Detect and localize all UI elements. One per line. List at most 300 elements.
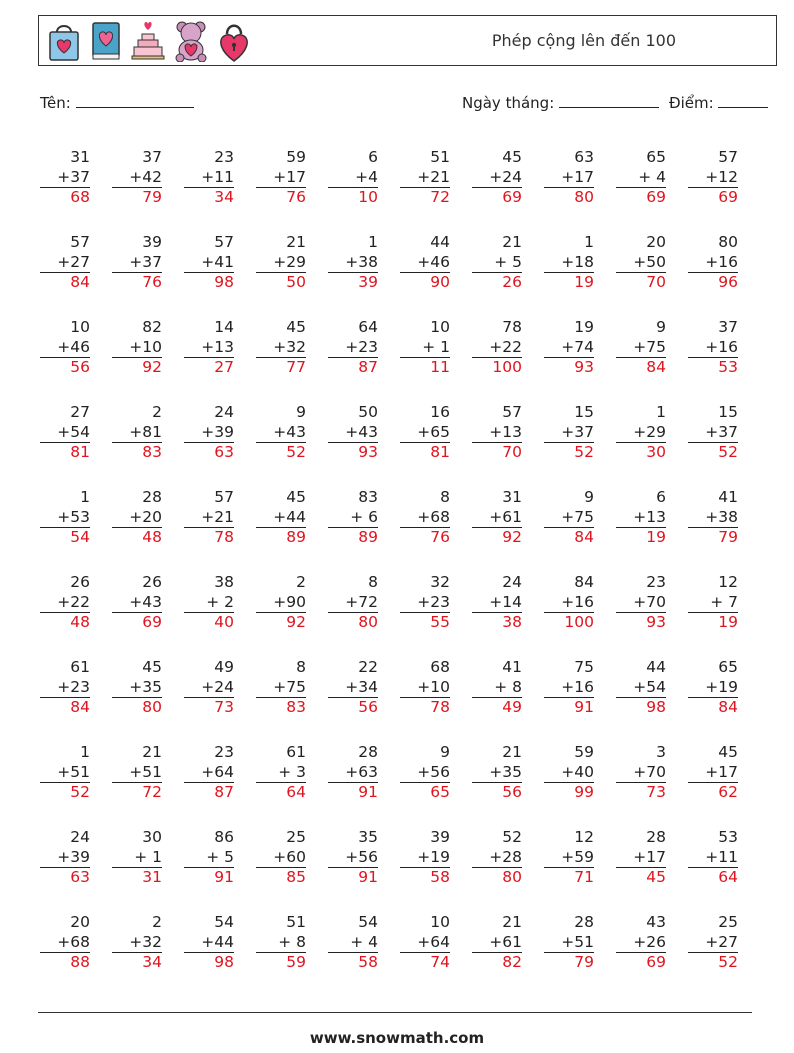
answer: 89 [358, 528, 378, 546]
second-addend: +44 [184, 933, 234, 954]
answer: 77 [286, 358, 306, 376]
second-addend: +22 [472, 338, 522, 359]
first-addend: 52 [502, 828, 522, 846]
addition-problem [40, 318, 112, 403]
score-field [669, 93, 768, 112]
addition-problem [400, 233, 472, 318]
first-addend: 16 [430, 403, 450, 421]
problem-row [40, 233, 760, 318]
first-addend: 22 [358, 658, 378, 676]
first-addend: 59 [574, 743, 594, 761]
answer: 56 [502, 783, 522, 801]
first-addend: 1 [80, 488, 90, 506]
second-addend: +43 [256, 423, 306, 444]
first-addend: 24 [214, 403, 234, 421]
addition-problem [544, 233, 616, 318]
first-addend: 50 [358, 403, 378, 421]
answer: 70 [646, 273, 666, 291]
answer: 56 [358, 698, 378, 716]
name-label: Tên: [40, 94, 71, 112]
addition-problem [472, 743, 544, 828]
first-addend: 78 [502, 318, 522, 336]
addition-problem [184, 658, 256, 743]
addition-problem [40, 233, 112, 318]
first-addend: 37 [718, 318, 738, 336]
second-addend: +51 [544, 933, 594, 954]
second-addend: +13 [184, 338, 234, 359]
addition-problem [184, 318, 256, 403]
first-addend: 41 [718, 488, 738, 506]
first-addend: 28 [574, 913, 594, 931]
addition-problem [112, 318, 184, 403]
answer: 98 [214, 273, 234, 291]
second-addend: +27 [688, 933, 738, 954]
answer: 71 [574, 868, 594, 886]
first-addend: 1 [584, 233, 594, 251]
first-addend: 68 [430, 658, 450, 676]
first-addend: 23 [214, 148, 234, 166]
second-addend: + 7 [688, 593, 738, 614]
answer: 73 [646, 783, 666, 801]
addition-problem [688, 233, 760, 318]
addition-problem [400, 828, 472, 913]
addition-problem [688, 403, 760, 488]
footer-website: www.snowmath.com [309, 1029, 485, 1047]
second-addend: +54 [616, 678, 666, 699]
addition-problem [544, 148, 616, 233]
answer: 81 [430, 443, 450, 461]
addition-problem [112, 488, 184, 573]
addition-problem [544, 488, 616, 573]
date-label: Ngày tháng: [462, 94, 555, 112]
answer: 63 [70, 868, 90, 886]
second-addend: + 6 [328, 508, 378, 529]
second-addend: +21 [400, 168, 450, 189]
first-addend: 54 [358, 913, 378, 931]
problem-row [40, 488, 760, 573]
second-addend: +56 [328, 848, 378, 869]
answer: 53 [718, 358, 738, 376]
first-addend: 63 [574, 148, 594, 166]
answer: 49 [502, 698, 522, 716]
first-addend: 51 [430, 148, 450, 166]
addition-problem [328, 913, 400, 998]
first-addend: 14 [214, 318, 234, 336]
answer: 10 [358, 188, 378, 206]
second-addend: +75 [616, 338, 666, 359]
first-addend: 44 [646, 658, 666, 676]
first-addend: 10 [430, 913, 450, 931]
answer: 19 [574, 273, 594, 291]
addition-problem [472, 403, 544, 488]
problem-row [40, 318, 760, 403]
answer: 58 [358, 953, 378, 971]
second-addend: +43 [112, 593, 162, 614]
second-addend: +32 [256, 338, 306, 359]
second-addend: +29 [616, 423, 666, 444]
second-addend: +16 [544, 593, 594, 614]
second-addend: + 5 [472, 253, 522, 274]
second-addend: +39 [184, 423, 234, 444]
answer: 72 [142, 783, 162, 801]
first-addend: 12 [718, 573, 738, 591]
answer: 59 [286, 953, 306, 971]
second-addend: +23 [40, 678, 90, 699]
addition-problem [616, 318, 688, 403]
answer: 52 [286, 443, 306, 461]
answer: 78 [214, 528, 234, 546]
addition-problem [328, 828, 400, 913]
second-addend: +34 [328, 678, 378, 699]
first-addend: 83 [358, 488, 378, 506]
answer: 76 [430, 528, 450, 546]
answer: 93 [646, 613, 666, 631]
problem-row [40, 148, 760, 233]
second-addend: +59 [544, 848, 594, 869]
second-addend: +42 [112, 168, 162, 189]
second-addend: +70 [616, 763, 666, 784]
first-addend: 28 [358, 743, 378, 761]
first-addend: 43 [646, 913, 666, 931]
addition-problem [184, 573, 256, 658]
answer: 52 [574, 443, 594, 461]
first-addend: 28 [646, 828, 666, 846]
second-addend: +41 [184, 253, 234, 274]
addition-problem [616, 658, 688, 743]
addition-problem [40, 913, 112, 998]
second-addend: +19 [688, 678, 738, 699]
answer: 100 [564, 613, 594, 631]
addition-problem [328, 318, 400, 403]
addition-problem [40, 403, 112, 488]
answer: 34 [142, 953, 162, 971]
second-addend: +11 [184, 168, 234, 189]
answer: 98 [646, 698, 666, 716]
first-addend: 57 [214, 488, 234, 506]
addition-problem [112, 828, 184, 913]
date-blank [559, 93, 659, 108]
second-addend: +90 [256, 593, 306, 614]
second-addend: +37 [688, 423, 738, 444]
first-addend: 61 [70, 658, 90, 676]
first-addend: 9 [584, 488, 594, 506]
first-addend: 23 [646, 573, 666, 591]
first-addend: 82 [142, 318, 162, 336]
first-addend: 57 [70, 233, 90, 251]
answer: 89 [286, 528, 306, 546]
addition-problem [688, 148, 760, 233]
answer: 90 [430, 273, 450, 291]
answer: 91 [574, 698, 594, 716]
first-addend: 45 [718, 743, 738, 761]
cake-heart-icon [131, 20, 165, 62]
second-addend: +17 [544, 168, 594, 189]
name-blank [76, 93, 194, 108]
second-addend: +75 [256, 678, 306, 699]
score-label: Điểm: [669, 94, 714, 112]
second-addend: +23 [400, 593, 450, 614]
addition-problem [184, 828, 256, 913]
answer: 65 [430, 783, 450, 801]
first-addend: 41 [502, 658, 522, 676]
first-addend: 57 [502, 403, 522, 421]
second-addend: +16 [688, 253, 738, 274]
addition-problem [616, 743, 688, 828]
addition-problem [256, 658, 328, 743]
addition-problem [400, 573, 472, 658]
second-addend: +38 [328, 253, 378, 274]
first-addend: 2 [152, 403, 162, 421]
addition-problem [400, 403, 472, 488]
answer: 68 [70, 188, 90, 206]
second-addend: + 2 [184, 593, 234, 614]
answer: 69 [718, 188, 738, 206]
addition-problem [544, 913, 616, 998]
answer: 87 [358, 358, 378, 376]
second-addend: +10 [112, 338, 162, 359]
first-addend: 45 [142, 658, 162, 676]
second-addend: +19 [400, 848, 450, 869]
answer: 92 [502, 528, 522, 546]
addition-problem [544, 658, 616, 743]
addition-problem [328, 148, 400, 233]
addition-problem [472, 658, 544, 743]
answer: 87 [214, 783, 234, 801]
second-addend: +35 [472, 763, 522, 784]
problem-row [40, 828, 760, 913]
first-addend: 23 [214, 743, 234, 761]
first-addend: 45 [286, 318, 306, 336]
answer: 69 [646, 953, 666, 971]
second-addend: +22 [40, 593, 90, 614]
second-addend: +24 [184, 678, 234, 699]
addition-problem [256, 828, 328, 913]
addition-problem [688, 658, 760, 743]
second-addend: + 4 [328, 933, 378, 954]
first-addend: 26 [142, 573, 162, 591]
addition-problem [40, 743, 112, 828]
answer: 84 [646, 358, 666, 376]
addition-problem [688, 318, 760, 403]
answer: 45 [646, 868, 666, 886]
first-addend: 49 [214, 658, 234, 676]
addition-problem [112, 573, 184, 658]
answer: 26 [502, 273, 522, 291]
second-addend: + 8 [256, 933, 306, 954]
answer: 98 [214, 953, 234, 971]
second-addend: + 4 [616, 168, 666, 189]
answer: 79 [142, 188, 162, 206]
answer: 91 [214, 868, 234, 886]
answer: 69 [142, 613, 162, 631]
first-addend: 26 [70, 573, 90, 591]
problem-row [40, 403, 760, 488]
second-addend: + 1 [400, 338, 450, 359]
second-addend: +26 [616, 933, 666, 954]
first-addend: 37 [142, 148, 162, 166]
addition-problem [400, 488, 472, 573]
answer: 48 [142, 528, 162, 546]
first-addend: 19 [574, 318, 594, 336]
name-field [40, 93, 194, 112]
first-addend: 12 [574, 828, 594, 846]
answer: 62 [718, 783, 738, 801]
second-addend: + 1 [112, 848, 162, 869]
first-addend: 84 [574, 573, 594, 591]
addition-problem [328, 658, 400, 743]
addition-problem [400, 148, 472, 233]
second-addend: +21 [184, 508, 234, 529]
answer: 96 [718, 273, 738, 291]
worksheet-header [38, 15, 777, 66]
second-addend: +13 [472, 423, 522, 444]
addition-problem [616, 403, 688, 488]
addition-problem [256, 573, 328, 658]
first-addend: 86 [214, 828, 234, 846]
addition-problem [112, 913, 184, 998]
answer: 52 [70, 783, 90, 801]
first-addend: 65 [718, 658, 738, 676]
answer: 30 [646, 443, 666, 461]
second-addend: +17 [688, 763, 738, 784]
first-addend: 21 [142, 743, 162, 761]
second-addend: +27 [40, 253, 90, 274]
second-addend: +46 [400, 253, 450, 274]
addition-problem [472, 913, 544, 998]
addition-problem [40, 828, 112, 913]
problem-grid [40, 148, 760, 998]
answer: 76 [142, 273, 162, 291]
first-addend: 6 [656, 488, 666, 506]
answer: 38 [502, 613, 522, 631]
answer: 80 [358, 613, 378, 631]
answer: 80 [574, 188, 594, 206]
answer: 58 [430, 868, 450, 886]
second-addend: +4 [328, 168, 378, 189]
answer: 69 [502, 188, 522, 206]
first-addend: 27 [70, 403, 90, 421]
addition-problem [544, 828, 616, 913]
worksheet-title: Phép cộng lên đến 100 [491, 31, 676, 50]
problem-row [40, 573, 760, 658]
first-addend: 75 [574, 658, 594, 676]
second-addend: +16 [544, 678, 594, 699]
first-addend: 6 [368, 148, 378, 166]
problem-row [40, 913, 760, 998]
answer: 39 [358, 273, 378, 291]
addition-problem [616, 148, 688, 233]
first-addend: 53 [718, 828, 738, 846]
answer: 50 [286, 273, 306, 291]
first-addend: 15 [574, 403, 594, 421]
addition-problem [328, 573, 400, 658]
addition-problem [256, 148, 328, 233]
answer: 84 [70, 698, 90, 716]
answer: 91 [358, 783, 378, 801]
answer: 74 [430, 953, 450, 971]
addition-problem [544, 743, 616, 828]
first-addend: 51 [286, 913, 306, 931]
answer: 79 [718, 528, 738, 546]
addition-problem [616, 488, 688, 573]
second-addend: +12 [688, 168, 738, 189]
addition-problem [184, 233, 256, 318]
second-addend: +64 [184, 763, 234, 784]
first-addend: 1 [368, 233, 378, 251]
addition-problem [472, 573, 544, 658]
addition-problem [256, 913, 328, 998]
second-addend: +51 [112, 763, 162, 784]
answer: 84 [574, 528, 594, 546]
first-addend: 39 [430, 828, 450, 846]
answer: 31 [142, 868, 162, 886]
second-addend: +51 [40, 763, 90, 784]
answer: 52 [718, 443, 738, 461]
first-addend: 15 [718, 403, 738, 421]
first-addend: 57 [214, 233, 234, 251]
padlock-heart-icon [217, 20, 251, 62]
book-heart-icon [89, 20, 123, 62]
answer: 64 [286, 783, 306, 801]
addition-problem [400, 743, 472, 828]
addition-problem [472, 318, 544, 403]
second-addend: +74 [544, 338, 594, 359]
first-addend: 28 [142, 488, 162, 506]
addition-problem [256, 403, 328, 488]
second-addend: +37 [40, 168, 90, 189]
addition-problem [472, 233, 544, 318]
second-addend: +61 [472, 933, 522, 954]
first-addend: 65 [646, 148, 666, 166]
answer: 70 [502, 443, 522, 461]
first-addend: 20 [70, 913, 90, 931]
teddy-bear-heart-icon [173, 20, 209, 62]
second-addend: +64 [400, 933, 450, 954]
first-addend: 21 [502, 743, 522, 761]
second-addend: +11 [688, 848, 738, 869]
addition-problem [112, 148, 184, 233]
addition-problem [688, 488, 760, 573]
second-addend: + 8 [472, 678, 522, 699]
first-addend: 20 [646, 233, 666, 251]
answer: 80 [142, 698, 162, 716]
answer: 64 [718, 868, 738, 886]
first-addend: 32 [430, 573, 450, 591]
first-addend: 35 [358, 828, 378, 846]
first-addend: 59 [286, 148, 306, 166]
addition-problem [328, 743, 400, 828]
addition-problem [472, 148, 544, 233]
addition-problem [256, 488, 328, 573]
addition-problem [112, 743, 184, 828]
second-addend: +29 [256, 253, 306, 274]
addition-problem [472, 488, 544, 573]
first-addend: 61 [286, 743, 306, 761]
second-addend: + 3 [256, 763, 306, 784]
answer: 72 [430, 188, 450, 206]
second-addend: +38 [688, 508, 738, 529]
addition-problem [616, 913, 688, 998]
answer: 27 [214, 358, 234, 376]
second-addend: +17 [616, 848, 666, 869]
addition-problem [112, 658, 184, 743]
addition-problem [40, 658, 112, 743]
addition-problem [688, 573, 760, 658]
addition-problem [616, 573, 688, 658]
answer: 92 [286, 613, 306, 631]
answer: 78 [430, 698, 450, 716]
second-addend: +35 [112, 678, 162, 699]
